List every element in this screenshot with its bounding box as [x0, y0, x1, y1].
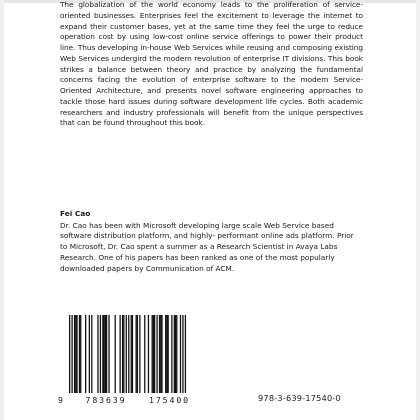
barcode-bar — [97, 315, 98, 393]
barcode-bar — [91, 315, 92, 393]
barcode-bar — [159, 315, 160, 393]
barcode-bar — [136, 315, 137, 393]
barcode-bar — [103, 315, 104, 393]
barcode-bar — [100, 315, 101, 393]
barcode-bar — [108, 315, 109, 393]
page-right-edge — [416, 0, 420, 420]
barcode-bar — [128, 315, 129, 401]
barcode-bar — [126, 315, 127, 401]
barcode-bar — [132, 315, 133, 393]
barcode-bar — [154, 315, 155, 393]
barcode-bar — [161, 315, 162, 393]
barcode-bar — [166, 315, 167, 393]
barcode-bar — [102, 315, 103, 393]
barcode-bar — [182, 315, 183, 401]
isbn-barcode — [58, 315, 190, 405]
barcode-bar — [80, 315, 81, 393]
barcode-bar — [75, 315, 76, 393]
barcode-bar — [106, 315, 107, 393]
barcode-bar — [144, 315, 145, 393]
barcode-bar — [122, 315, 123, 393]
barcode-bar — [89, 315, 90, 393]
barcode-bar — [165, 315, 166, 393]
author-section — [60, 209, 363, 274]
barcode-bar — [156, 315, 157, 393]
author-bio: Dr. Cao has been with Microsoft developing large scale Web Service based software distribution platform, and highly- performant online ads platform. Prior to Microsoft, Dr. Cao spent a summer as a Research Scientist in Avaya Labs Research. One of his papers has been ranked as one of the most popularly downloaded papers by Communication of ACM. — [60, 220, 354, 273]
barcode-bar — [152, 315, 153, 393]
barcode-bar — [137, 315, 138, 393]
page-left-edge — [0, 0, 4, 420]
barcode-bar — [175, 315, 176, 393]
isbn-number: 978-3-639-17540-0 — [258, 393, 341, 403]
barcode-bar — [148, 315, 149, 393]
book-description: The globalization of the world economy leads to the proliferation of service-oriented businesses. Enterprises feel the excitement to leverage the internet to expand their customer bases, yet at the same time they feel the urge to reduce operation cost by using low-cost online service offerings to power their product line. Thus developing in-house Web Services while reusing and composing existing Web Services undergird the modern revolution of enterprise IT divisions. This book strikes a balance between theory and practice by analyzing the fundamental concerns facing the evolution of enterprise software to the modern Service-Oriented Architecture, and presents novel software engineering approaches to tackle those hard issues during software development life cycles. Both academic researchers and industry professionals will benefit from the unique perspectives that can be found throughout this book. — [60, 0, 363, 128]
barcode-bar — [71, 315, 72, 401]
barcode-bar — [119, 315, 120, 393]
barcode-bar — [174, 315, 175, 393]
barcode-bar — [76, 315, 77, 393]
barcode-bar — [185, 315, 186, 401]
barcode-left-digits: 783639 — [85, 395, 127, 405]
barcode-bar — [123, 315, 124, 393]
barcode-digits — [58, 393, 190, 407]
barcode-bar — [131, 315, 132, 393]
barcode-right-digits: 175400 — [149, 395, 190, 405]
barcode-bar — [171, 315, 172, 393]
barcode-bar — [176, 315, 177, 393]
barcode-bar — [79, 315, 80, 393]
barcode-first-digit: 9 — [58, 395, 63, 405]
barcode-bar — [160, 315, 161, 393]
author-name: Fei Cao — [60, 209, 91, 218]
barcode-bar — [85, 315, 86, 393]
barcode-bar — [115, 315, 116, 393]
barcode-bar — [74, 315, 75, 393]
barcode-graphic — [58, 315, 190, 405]
barcode-bar — [139, 315, 140, 393]
barcode-bar — [180, 315, 181, 393]
barcode-bar — [105, 315, 106, 393]
barcode-bar — [153, 315, 154, 393]
barcode-bar — [168, 315, 169, 393]
barcode-bar — [69, 315, 70, 401]
